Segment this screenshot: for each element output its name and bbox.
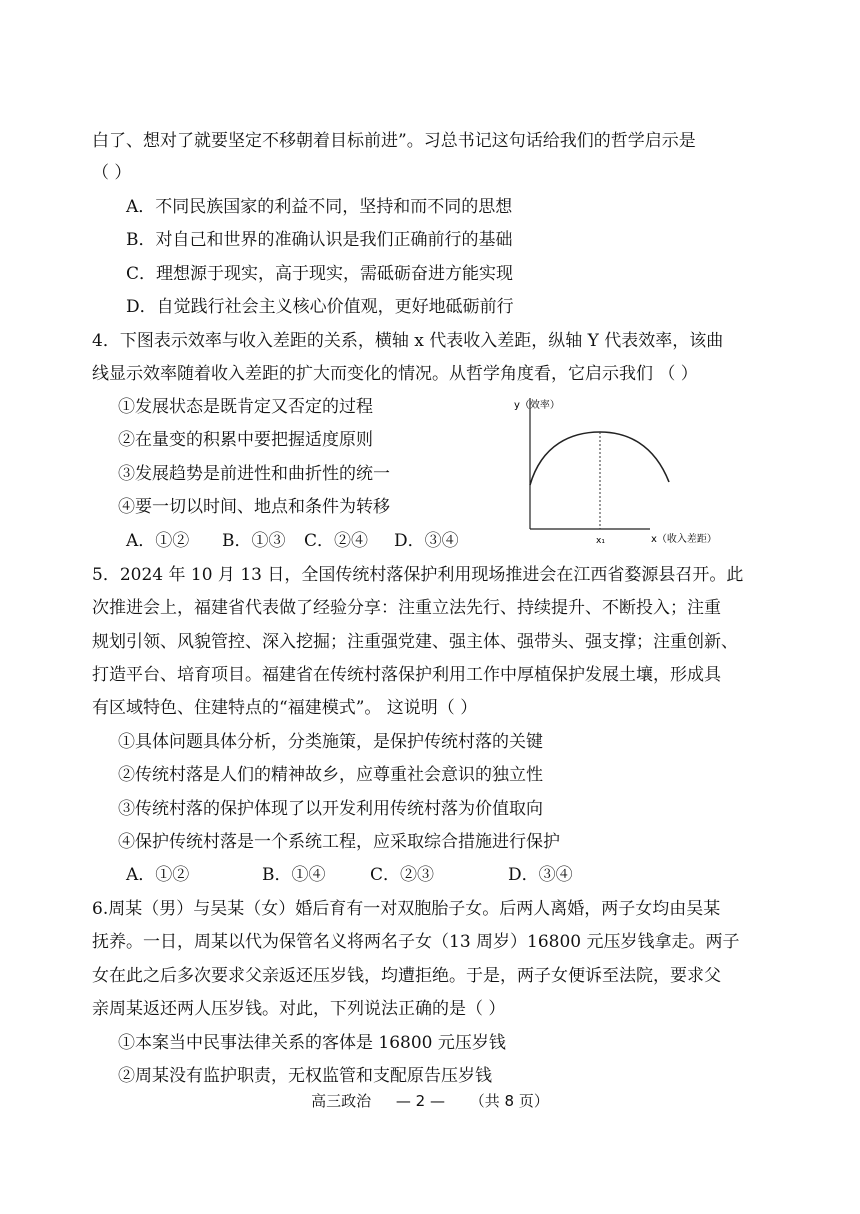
footer-page-number: — 2 — [395,1092,445,1110]
q5-item-4: ④保护传统村落是一个系统工程，应采取综合措施进行保护 [118,832,560,852]
q6-stem-line-3: 女在此之后多次要求父亲返还压岁钱，均遭拒绝。于是，两子女便诉至法院，要求父 [92,966,721,986]
q6-stem-line-4: 亲周某返还两人压岁钱。对此，下列说法正确的是（ ） [92,999,506,1019]
q6-stem-line-2: 抚养。一日，周某以代为保管名义将两名子女（13 周岁）16800 元压岁钱拿走。两子 [92,932,740,952]
q3-option-d: D．自觉践行社会主义核心价值观，更好地砥砺前行 [126,297,514,317]
q5-stem-line-5: 有区域特色、住建特点的“福建模式”。 这说明（ ） [92,698,478,718]
q5-item-1: ①具体问题具体分析，分类施策，是保护传统村落的关键 [118,732,543,752]
q5-stem-line-3: 规划引领、风貌管控、深入挖掘；注重强党建、强主体、强带头、强支撑；注重创新、 [92,632,738,652]
q4-stem-line-2: 线显示效率随着收入差距的扩大而变化的情况。从哲学角度看，它启示我们 （ ） [92,364,698,384]
x1-label: x₁ [596,536,605,546]
q5-item-3: ③传统村落的保护体现了以开发利用传统村落为价值取向 [118,799,543,819]
q4-item-4: ④要一切以时间、地点和条件为转移 [118,497,390,517]
q5-stem-line-4: 打造平台、培育项目。福建省在传统村落保护利用工作中厚植保护发展土壤，形成具 [92,665,721,685]
q4-answer-d: D．③④ [394,531,459,551]
page-footer [0,1090,860,1111]
q5-answer-b: B．①④ [262,865,326,885]
q5-answer-a: A．①② [126,865,190,885]
q4-item-1: ①发展状态是既肯定又否定的过程 [118,397,373,417]
x-axis-label: x（收入差距） [651,534,717,545]
q4-answer-choices [126,531,459,551]
y-axis-label: y（效率） [514,400,560,411]
efficiency-income-graph [512,392,727,552]
q6-item-1: ①本案当中民事法律关系的客体是 16800 元压岁钱 [118,1033,506,1053]
q3-answer-paren: （ ） [92,163,132,183]
q6-stem-line-1: 6.周某（男）与吴某（女）婚后育有一对双胞胎子女。后两人离婚，两子女均由吴某 [92,899,721,919]
footer-subject: 高三政治 [311,1092,372,1110]
q4-answer-a: A．①② [126,531,190,551]
q4-stem-line-1: 4．下图表示效率与收入差距的关系，横轴 x 代表收入差距，纵轴 Y 代表效率，该曲 [92,331,724,351]
q5-answer-c: C．②③ [370,865,435,885]
q5-answer-choices [126,865,573,885]
q5-stem-line-1: 5．2024 年 10 月 13 日，全国传统村落保护利用现场推进会在江西省婺源县召开。此 [92,565,744,585]
footer-total-pages: （共 8 页） [469,1092,549,1110]
q4-item-2: ②在量变的积累中要把握适度原则 [118,430,373,450]
q5-item-2: ②传统村落是人们的精神故乡，应尊重社会意识的独立性 [118,765,543,785]
q4-answer-c: C．②④ [304,531,369,551]
q3-option-c: C．理想源于现实，高于现实，需砥砺奋进方能实现 [126,264,514,284]
q3-option-a: A．不同民族国家的利益不同，坚持和而不同的思想 [126,197,513,217]
q5-answer-d: D．③④ [508,865,573,885]
q3-option-b: B．对自己和世界的准确认识是我们正确前行的基础 [126,230,513,250]
q5-stem-line-2: 次推进会上，福建省代表做了经验分享：注重立法先行、持续提升、不断投入；注重 [92,598,721,618]
q4-item-3: ③发展趋势是前进性和曲折性的统一 [118,464,390,484]
q4-answer-b: B．①③ [222,531,286,551]
q3-stem-line: 白了、想对了就要坚定不移朝着目标前进”。习总书记这句话给我们的哲学启示是 [92,131,696,151]
q6-item-2: ②周某没有监护职责，无权监管和支配原告压岁钱 [118,1066,492,1086]
